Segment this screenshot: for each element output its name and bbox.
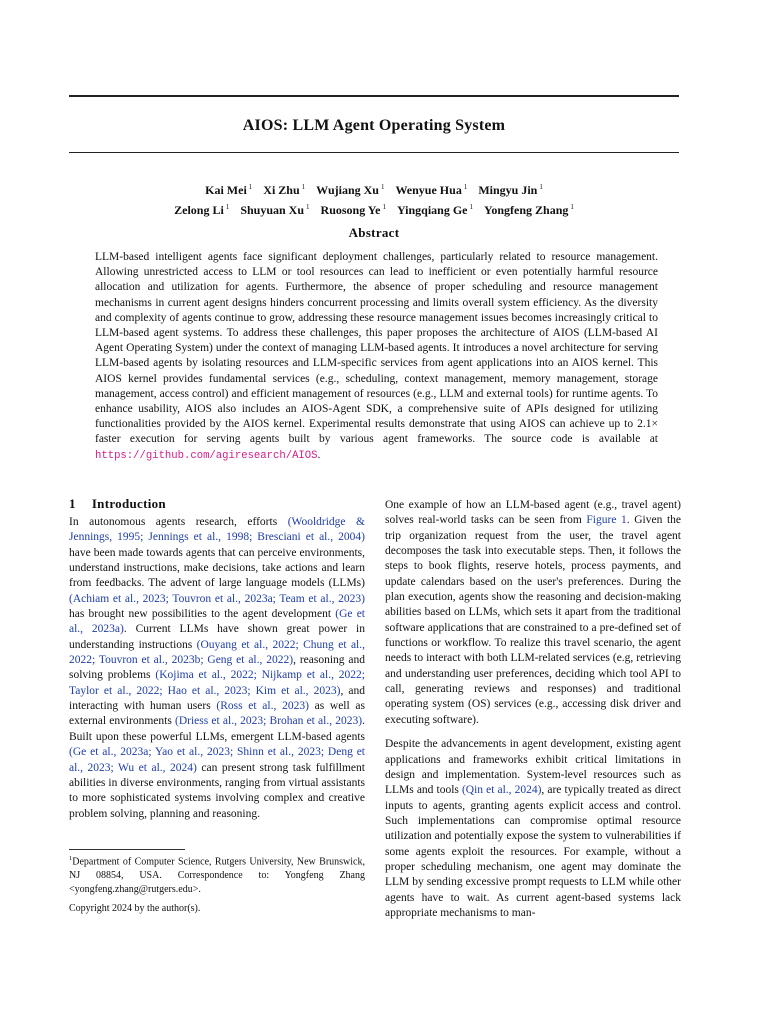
intro-right-column (385, 498, 681, 921)
citation[interactable]: (Ge et al., 2023a; Yao et al., 2023; Shinn et al., 2023; Deng et al., 2023; Wu et al., 2024) (69, 746, 365, 774)
author: Yingqiang Ge $^1$ (396, 203, 474, 217)
abstract-heading: Abstract (348, 225, 400, 240)
author: Xi Zhu $^1$ (263, 183, 306, 197)
author: Wenyue Hua $^1$ (395, 183, 468, 197)
citation[interactable]: (Ross et al., 2023) (216, 700, 309, 713)
author: Yongfeng Zhang $^1$ (484, 203, 574, 217)
citation[interactable]: (Ge et al., 2023a) (69, 608, 365, 636)
author: Kai Mei $^1$ (205, 183, 253, 197)
author: Wujiang Xu $^1$ (316, 183, 385, 197)
author-list (69, 179, 679, 219)
author: Mingyu Jin $^1$ (478, 183, 543, 197)
intro-paragraph: In autonomous agents research, efforts (Wooldridge & Jennings, 1995; Jennings et al., 1998; Bresciani et al., 2004) have been made towards agents that can perceive environments, understand instructions, make decisions, take actions and learn from feedbacks. The advent of large language models (LLMs) (Achiam et al., 2023; Touvron et al., 2023a; Team et al., 2023) has brought new possibilities to the agent development (Ge et al., 2023a). Current LLMs have shown great power in understanding instructions (Ouyang et al., 2022; Chung et al., 2022; Touvron et al., 2023b; Geng et al., 2022), reasoning and solving problems (Kojima et al., 2022; Nijkamp et al., 2022; Taylor et al., 2022; Hao et al., 2023; Kim et al., 2023), and interacting with human users (Ross et al., 2023) as well as external environments (Driess et al., 2023; Brohan et al., 2023). Built upon these powerful LLMs, emergent LLM-based agents (Ge et al., 2023a; Yao et al., 2023; Shinn et al., 2023; Deng et al., 2023; Wu et al., 2024) can present strong task fulfillment abilities in diverse environments, ranging from virtual assistants to more sophisticated systems involving complex and creative problem solving, planning and reasoning. (69, 516, 365, 820)
figure-reference[interactable]: Figure 1 (586, 514, 627, 527)
footnote: $^1$Department of Computer Science, Rutgers University, New Brunswick, NJ 08854, USA. Correspondence to: Yongfeng Zhang <yongfeng.zhang@rutgers.edu>. (69, 855, 365, 895)
abstract-body: LLM-based intelligent agents face significant deployment challenges, particularly related to resource management. Allowing unrestricted access to LLM or tool resources can lead to inefficient or even potentially harmful resource allocation and utilization for agents. Furthermore, the absence of proper scheduling and resource management mechanisms in current agent designs hinders concurrent processing and limits overall system efficiency. As the diversity and complexity of agents continue to grow, addressing these resource management issues becomes increasingly critical to LLM-based agent systems. To address these challenges, this paper proposes the architecture of AIOS (LLM-based AI Agent Operating System) under the context of managing LLM-based agents. It introduces a novel architecture for serving LLM-based agents by isolating resources and LLM-specific services from agent applications into an AIOS kernel. This AIOS kernel provides fundamental services (e.g., scheduling, context management, memory management, storage management, access control) and efficient management of resources (e.g., LLM and external tools) for runtime agents. To enhance usability, AIOS also includes an AIOS-Agent SDK, a comprehensive suite of APIs designed for utilizing functionalities provided by the AIOS kernel. Experimental results demonstrate that using AIOS can achieve up to 2.1× faster execution for serving agents built by various agent frameworks. The source code is available at https://github.com/agiresearch/AIOS. (95, 251, 658, 462)
intro-paragraph: Despite the advancements in agent development, existing agent applications and frameworks exhibit critical limitations in design and implementation. System-level resources such as LLMs and tools (Qin et al., 2024), are typically treated as direct inputs to agents, granting agents explicit access and control. Such implementations can compromise optimal resource utilization and potentially expose the system to vulnerabilities if some agents exploit the resources. For example, without a proper scheduling mechanism, one agent may dominate the LLM by sending excessive prompt requests to LLM while other agents have to wait. As current agent-based systems lack appropriate mechanisms to man- (385, 738, 681, 919)
copyright-notice: Copyright 2024 by the author(s). (69, 903, 201, 914)
footnote-rule (69, 849, 185, 850)
source-code-link[interactable]: https://github.com/agiresearch/AIOS (95, 449, 318, 462)
section-heading: 1 Introduction (69, 496, 166, 511)
citation[interactable]: (Qin et al., 2024) (461, 784, 542, 797)
citation[interactable]: (Kojima et al., 2022; Nijkamp et al., 2022; Taylor et al., 2022; Hao et al., 2023; Kim et al., 2023) (69, 669, 365, 697)
author-line-2 (69, 199, 679, 219)
title-rule-top (69, 95, 679, 97)
author: Shuyuan Xu $^1$ (240, 203, 310, 217)
citation[interactable]: (Driess et al., 2023; Brohan et al., 2023) (175, 715, 363, 728)
author-line-1 (69, 179, 679, 199)
citation[interactable]: (Wooldridge & Jennings, 1995; Jennings et al., 1998; Bresciani et al., 2004) (69, 516, 365, 544)
citation[interactable]: (Achiam et al., 2023; Touvron et al., 2023a; Team et al., 2023) (69, 592, 365, 605)
author: Ruosong Ye $^1$ (320, 203, 386, 217)
title-rule-bottom (69, 152, 679, 153)
citation[interactable]: (Ouyang et al., 2022; Chung et al., 2022; Touvron et al., 2023b; Geng et al., 2022) (69, 638, 365, 667)
intro-left-column (69, 515, 365, 822)
intro-paragraph: One example of how an LLM-based agent (e.g., travel agent) solves real-world tasks can be seen from Figure 1. Given the trip organization request from the user, the travel agent decomposes the task into executable steps. Then, it follows the steps to book flights, reserve hotels, process payments, and update calendars based on the user's preferences. During the plan execution, agents show the reasoning and decision-making abilities based on LLMs, which sets it apart from the traditional software applications that are constrained to a pre-defined set of functions or workflow. To realize this travel scenario, the agent needs to interact with both LLM-related services (e.g, retrieving and understanding user preferences, deciding which tool API to call, generating reviews and responses) and traditional operating system (OS) services (e.g., accessing disk driver and executing software). (385, 499, 681, 726)
author: Zelong Li $^1$ (174, 203, 230, 217)
paper-title: AIOS: LLM Agent Operating System (242, 117, 506, 134)
